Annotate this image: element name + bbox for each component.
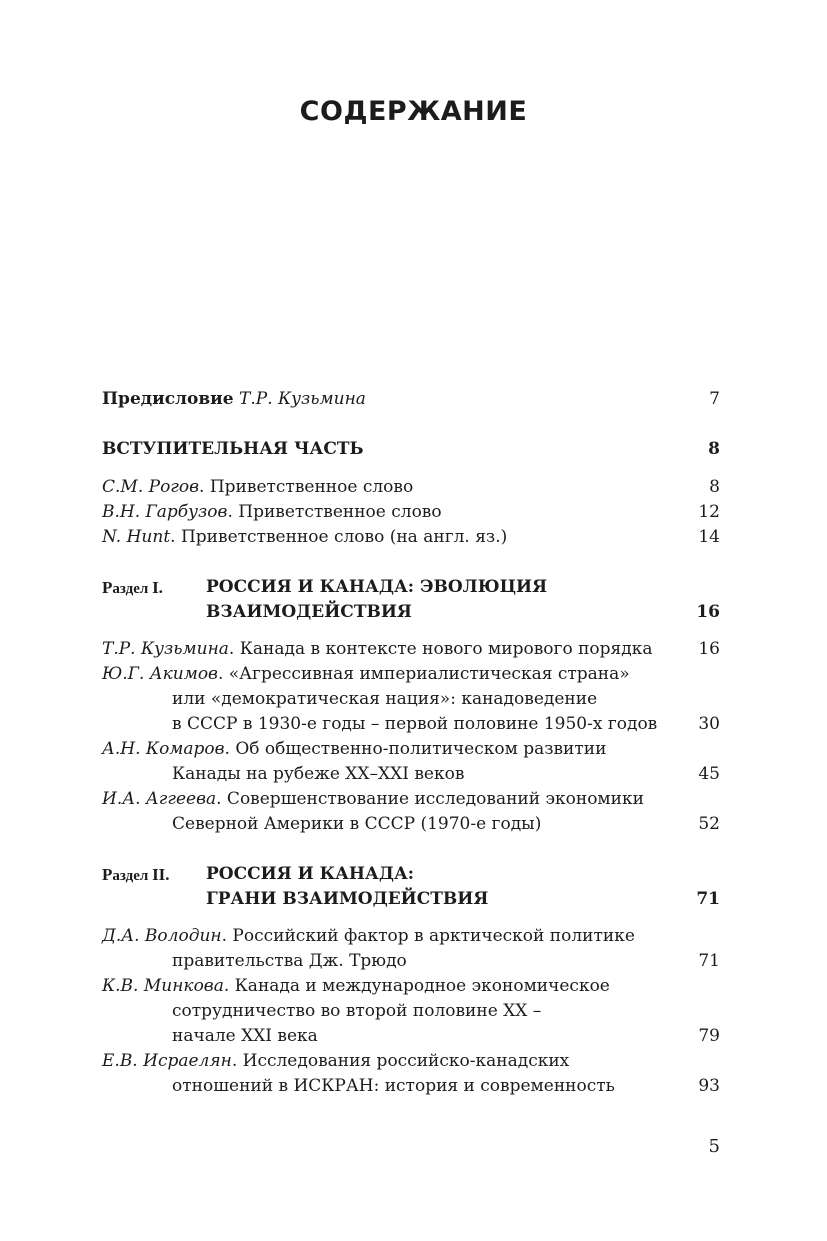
entry-title-continued: в СССР в 1930-е годы – первой половине 1950-х годов 30	[172, 712, 720, 737]
entry-title-continued: правительства Дж. Трюдо 71	[172, 949, 720, 974]
page-number: 52	[698, 814, 720, 834]
entry-title-continued: Северной Америки в СССР (1970-е годы) 52	[172, 812, 720, 837]
toc-entry[interactable]	[102, 974, 720, 999]
toc-entry[interactable]	[102, 475, 720, 500]
toc-preface[interactable]	[102, 387, 720, 412]
page-number: 71	[696, 889, 720, 909]
entry-author: И.А. Аггеева	[102, 789, 217, 809]
page-number: 71	[698, 951, 720, 971]
entry-title: . Российский фактор в арктической политике	[221, 926, 635, 946]
folio-page-number: 5	[708, 1136, 720, 1157]
toc-entry[interactable]	[102, 500, 720, 525]
entry-author: А.Н. Комаров	[102, 739, 225, 759]
toc-entry[interactable]	[102, 662, 720, 687]
page-number: 30	[698, 714, 720, 734]
page-number: 93	[698, 1076, 720, 1096]
entry-title-continued: Канады на рубеже XX–XXI веков 45	[172, 762, 720, 787]
toc-entry[interactable]	[102, 924, 720, 949]
section-2-title-line2[interactable]: ГРАНИ ВЗАИМОДЕЙСТВИЯ 71	[206, 887, 720, 912]
toc-entry[interactable]	[102, 637, 720, 662]
entry-author: В.Н. Гарбузов	[102, 502, 228, 522]
section-1-label: Раздел I.	[102, 578, 163, 597]
intro-heading: ВСТУПИТЕЛЬНАЯ ЧАСТЬ	[102, 439, 364, 459]
entry-title: . Приветственное слово	[227, 502, 442, 522]
page-number: 45	[698, 764, 720, 784]
entry-author: Д.А. Володин	[102, 926, 222, 946]
entry-title: . Приветственное слово	[199, 477, 414, 497]
section-1-title-line1[interactable]: РОССИЯ И КАНАДА: ЭВОЛЮЦИЯ	[206, 577, 548, 597]
page-number: 16	[696, 602, 720, 622]
entry-title: . Приветственное слово (на англ. яз.)	[170, 527, 508, 547]
toc-entry[interactable]	[102, 737, 720, 762]
preface-label: Предисловие	[102, 389, 234, 409]
entry-title-continued: отношений в ИСКРАН: история и современность 93	[172, 1074, 720, 1099]
section-2-title-line1[interactable]: РОССИЯ И КАНАДА:	[206, 864, 415, 884]
entry-author: Ю.Г. Акимов	[102, 664, 218, 684]
page-number: 7	[709, 389, 720, 409]
page-number: 79	[698, 1026, 720, 1046]
entry-title: . Канада в контексте нового мирового порядка	[228, 639, 653, 659]
entry-title-continued: сотрудничество во второй половине XX –	[172, 1001, 542, 1021]
page-number: 16	[698, 639, 720, 659]
preface-author: Т.Р. Кузьмина	[239, 389, 366, 409]
entry-author: К.В. Минкова	[102, 976, 224, 996]
page-number: 14	[698, 527, 720, 547]
entry-title-continued: начале XXI века 79	[172, 1024, 720, 1049]
entry-title-continued: или «демократическая нация»: канадоведение	[172, 689, 598, 709]
entry-author: N. Hunt	[102, 527, 171, 547]
entry-title: . Исследования российско-канадских	[231, 1051, 570, 1071]
page-number: 8	[708, 439, 720, 459]
page-title: СОДЕРЖАНИЕ	[299, 96, 528, 127]
entry-title: . Совершенствование исследований экономики	[216, 789, 644, 809]
toc-entry[interactable]	[102, 787, 720, 812]
entry-title: . Канада и международное экономическое	[223, 976, 610, 996]
entry-author: Т.Р. Кузьмина	[102, 639, 229, 659]
section-1-title-line2[interactable]: ВЗАИМОДЕЙСТВИЯ 16	[206, 600, 720, 625]
entry-title: . «Агрессивная империалистическая страна»	[217, 664, 630, 684]
toc-entry[interactable]	[102, 1049, 720, 1074]
entry-author: С.М. Рогов	[102, 477, 200, 497]
entry-title: . Об общественно-политическом развитии	[224, 739, 607, 759]
toc-entry[interactable]	[102, 525, 720, 550]
section-2-label: Раздел II.	[102, 865, 170, 884]
entry-author: Е.В. Исраелян	[102, 1051, 232, 1071]
page-number: 8	[709, 477, 720, 497]
page-number: 12	[698, 502, 720, 522]
toc-intro-heading[interactable]	[102, 437, 720, 462]
